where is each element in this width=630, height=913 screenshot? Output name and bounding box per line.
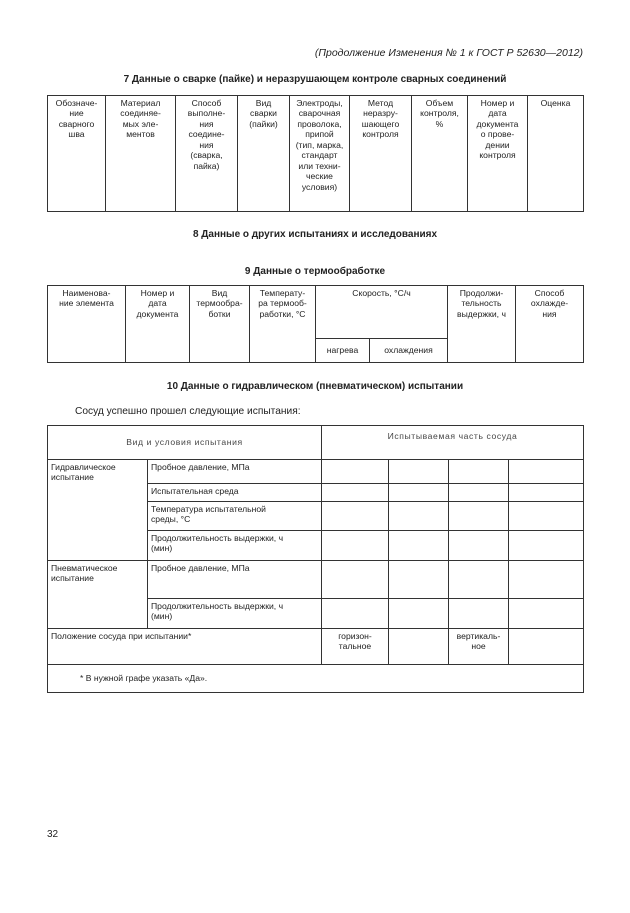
heat-treatment-table: [47, 285, 584, 363]
cell-text: Продолжительность выдержки, ч (мин): [151, 601, 284, 622]
section-10-intro: Сосуд успешно прошел следующие испытания:: [75, 406, 301, 417]
col-joint-method: [176, 96, 238, 212]
cell-text: горизон- тальное: [338, 631, 372, 652]
col-element-name: [48, 286, 126, 363]
col-speed-heating: [316, 339, 370, 363]
pneumo-row-pressure: [148, 561, 322, 599]
cell-text: Обозначе- ние сварного шва: [55, 98, 98, 140]
cell-text: Продолжительность выдержки, ч (мин): [151, 533, 284, 554]
cell-text: Положение сосуда при испытании*: [51, 631, 192, 641]
col-weld-designation: [48, 96, 106, 212]
col-speed-cooling: [370, 339, 448, 363]
cell-text: вертикаль- ное: [456, 631, 501, 652]
cell-text: Способ охлажде- ния: [530, 288, 569, 319]
hydro-row-temperature: [148, 502, 322, 531]
cell-text: Наименова- ние элемента: [59, 288, 114, 309]
cell-text: Электроды, сварочная проволока, припой (тип, марка, стандарт или техни- ческие условия): [295, 98, 344, 192]
cell-text: нагрева: [326, 345, 359, 356]
pressure-test-table: [47, 425, 584, 693]
section-7-title: 7 Данные о сварке (пайке) и неразрушающем контроле сварных соединений: [123, 74, 507, 85]
col-speed: [316, 286, 448, 339]
cell-text: Скорость, °С/ч: [352, 288, 411, 298]
hydro-test-label: [48, 460, 148, 561]
cell-text: Пробное давление, МПа: [151, 462, 250, 472]
section-8-title: 8 Данные о других испытаниях и исследованиях: [192, 229, 438, 240]
col-ndt-method: [350, 96, 412, 212]
cell-text: Пневматическое испытание: [51, 563, 118, 584]
hydro-row-pressure: [148, 460, 322, 484]
col-material: [106, 96, 176, 212]
cell-text: Материал соединяе- мых эле- ментов: [120, 98, 161, 140]
cell-text: * В нужной графе указать «Да».: [80, 673, 208, 684]
cell-text: Вид и условия испытания: [126, 437, 243, 448]
cell-text: Номер и дата документа о прове- дении контроля: [476, 98, 519, 161]
col-control-volume: [412, 96, 468, 212]
cell-text: Объем контроля, %: [420, 98, 459, 129]
cell-text: Продолжи- тельность выдержки, ч: [457, 288, 506, 319]
cell-text: Оценка: [540, 98, 571, 108]
cell-text: Испытательная среда: [151, 486, 239, 496]
col-treatment-type: [190, 286, 250, 363]
cell-text: Способ выполне- ния соедине- ния (сварка, пайка): [187, 98, 226, 171]
cell-text: Метод неразру- шающего контроля: [361, 98, 400, 140]
cell-text: Гидравлическое испытание: [51, 462, 116, 483]
cell-text: Номер и дата документа: [136, 288, 179, 319]
cell-text: Температу- ра термооб- работки, °С: [258, 288, 307, 319]
hydro-row-duration: [148, 531, 322, 561]
section-9-title: 9 Данные о термообработке: [244, 266, 386, 277]
position-vertical: [449, 629, 509, 665]
col-document-number: [126, 286, 190, 363]
col-electrodes: [290, 96, 350, 212]
head-test-type: [48, 426, 322, 460]
pneumo-row-duration: [148, 599, 322, 629]
hydro-row-medium: [148, 484, 322, 502]
cell-text: Пробное давление, МПа: [151, 563, 250, 573]
cell-text: Вид термообра- ботки: [196, 288, 243, 319]
col-assessment: [528, 96, 584, 212]
position-horizontal: [322, 629, 389, 665]
position-label: [48, 629, 322, 665]
col-weld-type: [238, 96, 290, 212]
head-tested-part: [322, 426, 584, 460]
footnote: [48, 665, 584, 693]
col-treatment-temperature: [250, 286, 316, 363]
cell-text: Температура испытательной среды, °С: [151, 504, 266, 525]
section-10-title: 10 Данные о гидравлическом (пневматическом) испытании: [166, 381, 464, 392]
cell-text: Вид сварки (пайки): [249, 98, 278, 129]
welding-table: [47, 95, 584, 212]
col-cooling-method: [516, 286, 584, 363]
page-number: 32: [47, 829, 59, 840]
cell-text: охлаждения: [384, 345, 433, 356]
col-control-document: [468, 96, 528, 212]
col-holding-duration: [448, 286, 516, 363]
cell-text: Испытываемая часть сосуда: [387, 431, 518, 441]
pneumo-test-label: [48, 561, 148, 629]
page-header: (Продолжение Изменения № 1 к ГОСТ Р 52630—2012): [314, 47, 583, 59]
